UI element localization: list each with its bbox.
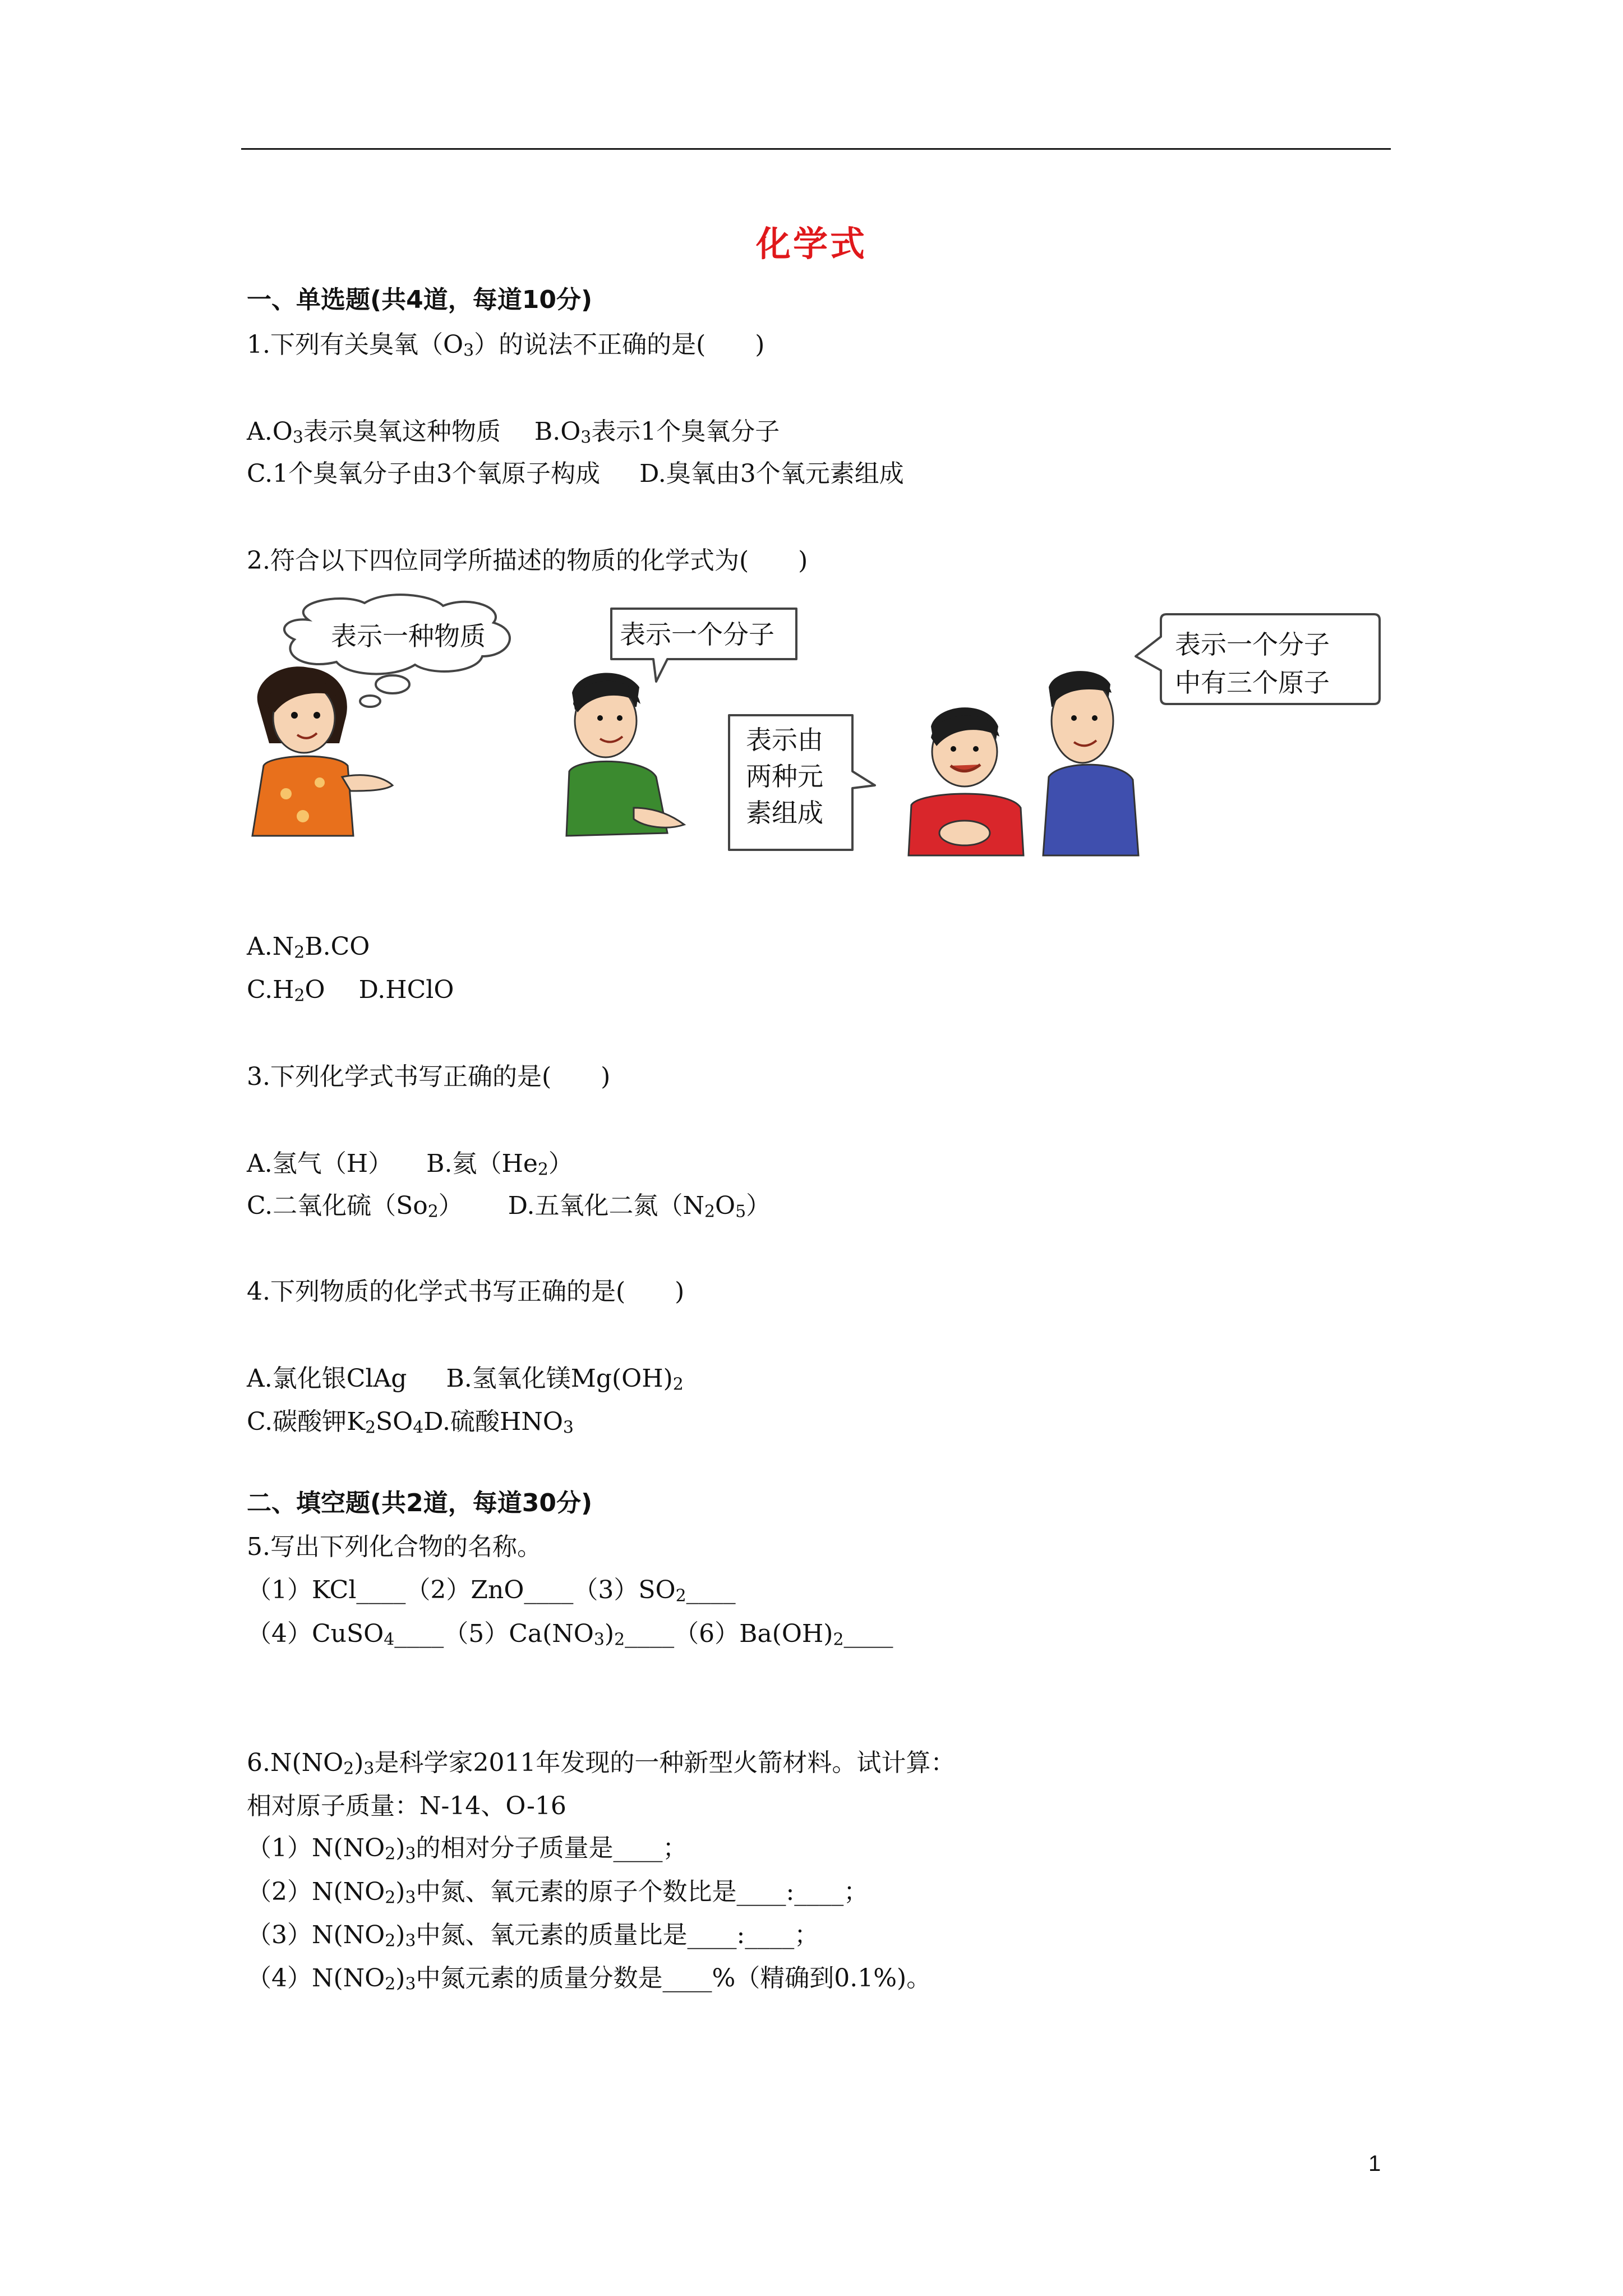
q2-options-cd xyxy=(247,973,454,1013)
student-boy-blue xyxy=(1043,671,1138,855)
student-girl xyxy=(252,666,393,836)
student-boy-green xyxy=(566,673,684,836)
q5-row-2: $(4)CuSO_4\_\_\_\_(5)Ca(NO_3)_2\_\_\_\_(6)Ba(OH)_2\_\_\_\_$ xyxy=(247,1619,893,1650)
q3-option-c: C.二氧化硫$(So_2)$ xyxy=(247,1191,463,1222)
section-2-heading: 二、填空题(共2道，每道30分) xyxy=(247,1489,593,1517)
bubble-1-text: 表示一种物质 xyxy=(331,621,486,651)
q4-options-ab xyxy=(247,1362,684,1401)
q1-options-cd xyxy=(247,457,904,491)
q3-options-cd xyxy=(247,1189,771,1228)
q4-option-a: A.氯化银ClAg xyxy=(247,1364,407,1393)
bubble-3-line-3: 素组成 xyxy=(746,798,823,828)
q1-options-ab xyxy=(247,415,780,454)
q6-part-1: $(1)N(NO_2)_3$的相对分子质量是____； xyxy=(247,1834,688,1864)
bubble-4-line-2: 中有三个原子 xyxy=(1175,668,1330,698)
page-number: 1 xyxy=(1368,2151,1381,2176)
bubble-4-line-1: 表示一个分子 xyxy=(1175,629,1330,660)
q5-row-1: $(1)KCl\_\_\_\_(2)ZnO\_\_\_\_(3)SO_2\_\_\_\_$ xyxy=(247,1576,736,1606)
speech-bubble xyxy=(1136,614,1380,704)
q4-option-b: B.氢氧化镁$Mg(OH)_2$ xyxy=(446,1364,684,1395)
q3-option-d: D.五氧化二氮$(N_2O_5)$ xyxy=(508,1191,771,1222)
q3-stem: 3.下列化学式书写正确的是( ) xyxy=(247,1062,611,1091)
q3-options-ab xyxy=(247,1147,573,1186)
bubble-3-line-2: 两种元 xyxy=(746,761,823,792)
q3-option-b: B.氦$(He_2)$ xyxy=(426,1149,573,1180)
q4-stem: 4.下列物质的化学式书写正确的是( ) xyxy=(247,1277,685,1306)
q3-option-a: A.氢气（H） xyxy=(247,1149,393,1178)
q2-cartoon-illustration xyxy=(241,592,1391,884)
speech-bubble xyxy=(729,715,875,850)
page-title: 化学式 xyxy=(755,223,867,264)
q6-atomic-mass: 相对原子质量：N-14、O-16 xyxy=(247,1792,566,1820)
q1-stem: 1.下列有关臭氧$(O_3)$的说法不正确的是( ) xyxy=(247,330,765,361)
section-1-heading: 一、单选题(共4道，每道10分) xyxy=(247,286,593,314)
q1-option-d: D.臭氧由3个氧元素组成 xyxy=(639,459,904,488)
bubble-2-text: 表示一个分子 xyxy=(620,619,774,650)
q1-option-c: C.1个臭氧分子由3个氧原子构成 xyxy=(247,459,601,488)
q4-options-cd: C.碳酸钾$K_2SO_4D$.硫酸$HNO_3$ xyxy=(247,1407,574,1438)
q6-part-2: $(2)N(NO_2)_3$中氮、氧元素的原子个数比是____:____； xyxy=(247,1878,869,1908)
q2-stem: 2.符合以下四位同学所描述的物质的化学式为( ) xyxy=(247,546,808,575)
q2-options-ab: $A.N_2B.CO$ xyxy=(247,932,370,963)
q1-option-b: $B.O_3$表示1个臭氧分子 xyxy=(534,417,780,448)
q6-stem: $6.N(NO_2)_3$是科学家2011年发现的一种新型火箭材料。试计算： xyxy=(247,1749,956,1779)
q1-option-a: $A.O_3$表示臭氧这种物质 xyxy=(247,417,501,448)
q5-stem: 5.写出下列化合物的名称。 xyxy=(247,1533,542,1561)
q6-part-3: $(3)N(NO_2)_3$中氮、氧元素的质量比是____:____； xyxy=(247,1921,819,1951)
q6-part-4: $(4)N(NO_2)_3$中氮元素的质量分数是____%（精确到0.1%)。 xyxy=(247,1964,932,1994)
bubble-3-line-1: 表示由 xyxy=(746,725,823,755)
q2-option-c: $C.H_2O$ xyxy=(247,976,325,1006)
header-rule xyxy=(241,148,1391,150)
student-boy-red xyxy=(909,707,1023,855)
q2-option-d: D.HClO xyxy=(358,976,454,1004)
speech-bubble xyxy=(611,609,796,682)
